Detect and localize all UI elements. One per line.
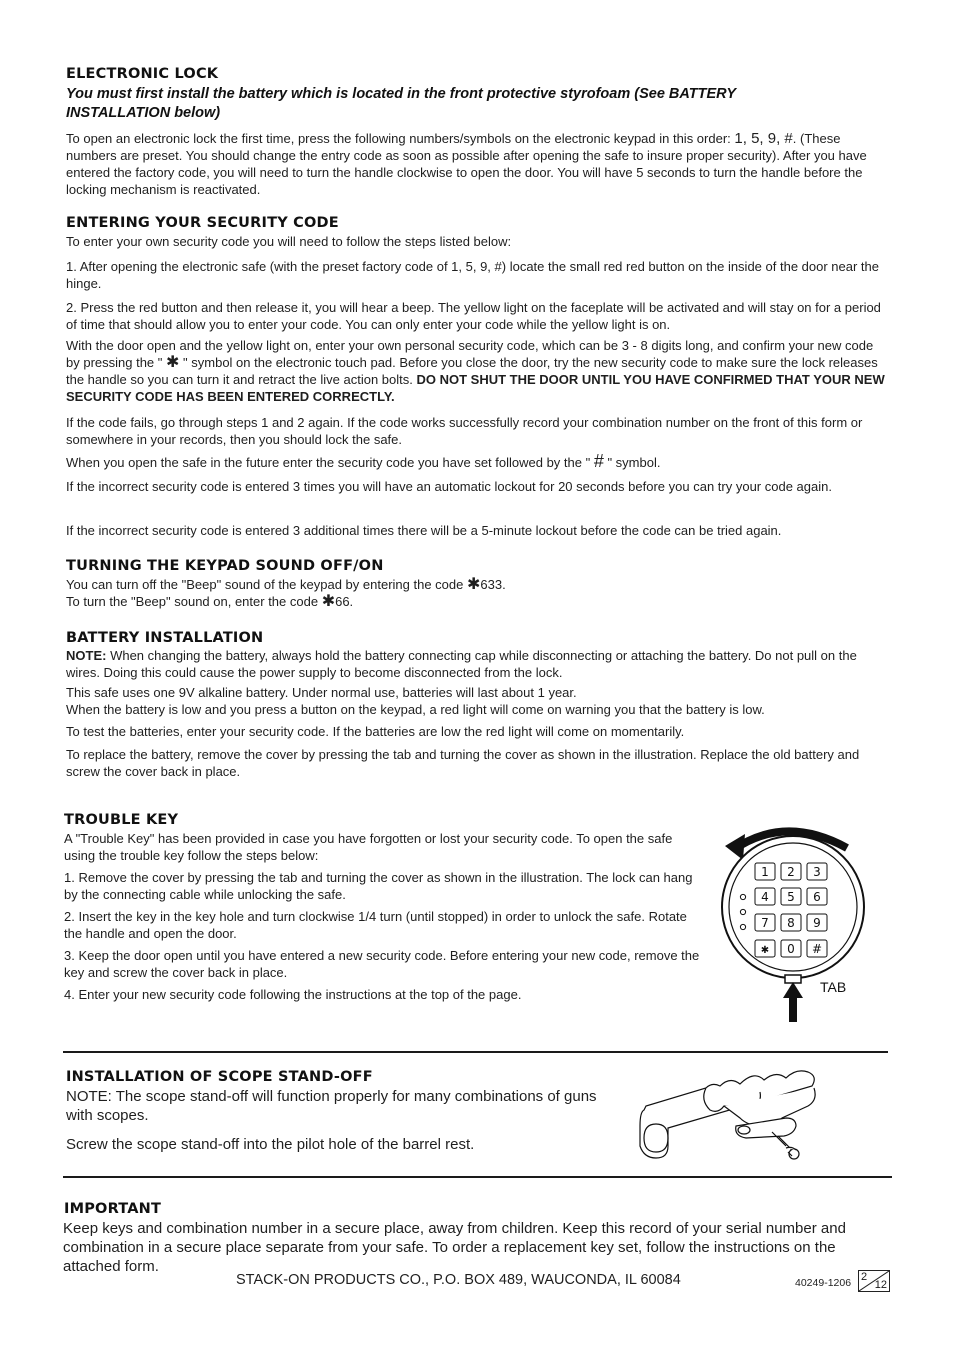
- sound-on-line: [66, 593, 886, 610]
- up-arrow-icon: [783, 982, 803, 1022]
- heading-scope: INSTALLATION OF SCOPE STAND-OFF: [66, 1069, 373, 1085]
- future-open-paragraph: [66, 453, 886, 471]
- trouble-step-2: 2. Insert the key in the key hole and turn clockwise 1/4 turn (until stopped) in order to unlock the safe. Rotate the handle and open the door.: [64, 909, 687, 941]
- star-symbol: ✱: [166, 354, 180, 371]
- keypad-key-label: 0: [787, 942, 795, 956]
- electronic-lock-paragraph: [66, 130, 886, 198]
- trouble-step-1: 1. Remove the cover by pressing the tab and turning the cover as shown in the illustration. The lock can hang by the connecting cable while unlocking the safe.: [64, 870, 693, 902]
- page-total: 12: [874, 1279, 887, 1291]
- keypad-key-label: ✱: [760, 945, 770, 956]
- trouble-step-4: 4. Enter your new security code following the instructions at the top of the page.: [64, 987, 522, 1002]
- open-instructions-pre: To open an electronic lock the first time, press the following numbers/symbols on the electronic keypad in this order:: [66, 131, 735, 146]
- battery-line-2: When the battery is low and you press a button on the keypad, a red light will come on warning you that the battery is low.: [66, 702, 765, 717]
- rotation-arrowhead-icon: [725, 834, 745, 860]
- keypad-key-label: 7: [761, 916, 769, 930]
- sound-on-code: 66.: [335, 594, 354, 609]
- open-instructions-post: . (These numbers are preset. You should change the entry code as soon as possible after opening the safe to insure proper security). After you have entered the factory code, you will need to turn the handle clockwise to open the door. You will have 5 seconds to turn the handle before the locking mechanism is reactivated.: [66, 131, 867, 197]
- future-open-post: " symbol.: [603, 455, 661, 470]
- scope-note: NOTE: The scope stand-off will function properly for many combinations of guns with scopes.: [66, 1088, 597, 1124]
- code-fails-paragraph: If the code fails, go through steps 1 and 2 again. If the code works successfully record your combination number on the front of this form or somewhere in your records, then you should lock the safe.: [66, 415, 863, 447]
- note-text: When changing the battery, always hold the battery connecting cap while disconnecting or attaching the battery. Do not pull on the wires. Doing this could cause the power supply to become disconnected from the lock.: [66, 648, 857, 680]
- battery-line-1: This safe uses one 9V alkaline battery. Under normal use, batteries will last about 1 year.: [66, 685, 577, 700]
- sound-off-code: 633.: [480, 577, 506, 592]
- tab-label: TAB: [820, 979, 847, 995]
- lockout-20-paragraph: If the incorrect security code is entered 3 times you will have an automatic lockout for 20 seconds before you can try your code again.: [66, 479, 832, 494]
- keypad-key-label: 2: [787, 865, 795, 879]
- heading-electronic-lock: ELECTRONIC LOCK: [66, 66, 219, 82]
- future-open-pre: When you open the safe in the future enter the security code you have set followed by the ": [66, 455, 594, 470]
- sound-on-pre: To turn the "Beep" sound on, enter the code: [66, 594, 322, 609]
- star-symbol: ✱: [466, 576, 481, 593]
- keypad-key-label: 8: [787, 916, 795, 930]
- sound-off-line: [66, 576, 886, 593]
- scope-instruction: Screw the scope stand-off into the pilot hole of the barrel rest.: [66, 1136, 475, 1153]
- page-current: 2: [861, 1271, 868, 1283]
- star-symbol: ✱: [321, 593, 336, 610]
- section-divider: [63, 1176, 892, 1178]
- heading-keypad-sound: TURNING THE KEYPAD SOUND OFF/ON: [66, 558, 384, 574]
- page-number-box: [858, 1270, 890, 1292]
- scope-standoff-illustration: [636, 1066, 822, 1170]
- important-text: Keep keys and combination number in a secure place, away from children. Keep this record of your serial number and combination in a secure place separate from your safe. To order a replacement key set, follow the instructions on the attached form.: [63, 1220, 846, 1275]
- keypad-key-label: 4: [761, 890, 769, 904]
- battery-replace: To replace the battery, remove the cover by pressing the tab and turning the cover as shown in the illustration. Replace the old battery and screw the cover back in place.: [66, 747, 860, 779]
- note-label: NOTE:: [66, 648, 107, 663]
- keypad-illustration: [715, 820, 865, 1030]
- door-warning-bold: DO NOT SHUT THE DOOR UNTIL YOU HAVE CONFIRMED THAT YOUR NEW SECURITY CODE HAS BEEN ENTERED CORRECTLY.: [66, 372, 885, 404]
- trouble-step-3: 3. Keep the door open until you have entered a new security code. Before entering your new code, remove the key and screw the cover back in place.: [64, 948, 700, 980]
- heading-important: IMPORTANT: [64, 1201, 162, 1217]
- keypad-key-label: 3: [813, 865, 821, 879]
- keypad-key-label: 9: [813, 916, 821, 930]
- heading-trouble-key: TROUBLE KEY: [64, 812, 179, 828]
- cover-tab: [785, 975, 801, 983]
- section-divider: [63, 1051, 888, 1053]
- hash-symbol: #: [593, 451, 604, 471]
- battery-warning: You must first install the battery which is located in the front protective styrofoam (See BATTERY INSTALLATION below): [66, 86, 736, 121]
- battery-note: [66, 647, 886, 681]
- keypad-key-label: 1: [761, 865, 769, 879]
- company-address: STACK-ON PRODUCTS CO., P.O. BOX 489, WAUCONDA, IL 60084: [236, 1272, 681, 1288]
- security-step-1: 1. After opening the electronic safe (with the preset factory code of 1, 5, 9, #) locate the small red red button on the inside of the door near the hinge.: [66, 259, 879, 291]
- heading-security-code: ENTERING YOUR SECURITY CODE: [66, 215, 339, 231]
- security-step-2: 2. Press the red button and then release it, you will hear a beep. The yellow light on the faceplate will be activated and will stay on for a period of time that should allow you to enter your code. You can only enter your code while the yellow light is on.: [66, 300, 881, 332]
- lockout-5-paragraph: If the incorrect security code is entered 3 additional times there will be a 5-minute lockout before the code can be tried again.: [66, 523, 782, 538]
- battery-test: To test the batteries, enter your security code. If the batteries are low the red light will come on momentarily.: [66, 724, 685, 739]
- sound-off-pre: You can turn off the "Beep" sound of the keypad by entering the code: [66, 577, 467, 592]
- keypad-key-label: #: [811, 942, 823, 956]
- door-open-paragraph: [66, 337, 888, 405]
- document-number: 40249-1206: [795, 1277, 852, 1289]
- door-open-pre: With the door open and the yellow light on, enter your own personal security code, which can be 3 - 8 digits long, and confirm your new code by pressing the ": [66, 338, 874, 370]
- security-code-intro: To enter your own security code you will need to follow the steps listed below:: [66, 234, 512, 249]
- door-open-mid: " symbol on the electronic touch pad. Before you close the door, try the new security code to make sure the lock releases the handle so you can turn it and retract the live action bolts.: [66, 355, 878, 387]
- keypad-key-label: 6: [813, 890, 821, 904]
- keypad-key-label: 5: [787, 890, 795, 904]
- trouble-key-intro: A "Trouble Key" has been provided in case you have forgotten or lost your security code. To open the safe using the trouble key follow the steps below:: [64, 831, 673, 863]
- preset-code: 1, 5, 9, #: [734, 130, 793, 147]
- heading-battery: BATTERY INSTALLATION: [66, 630, 264, 646]
